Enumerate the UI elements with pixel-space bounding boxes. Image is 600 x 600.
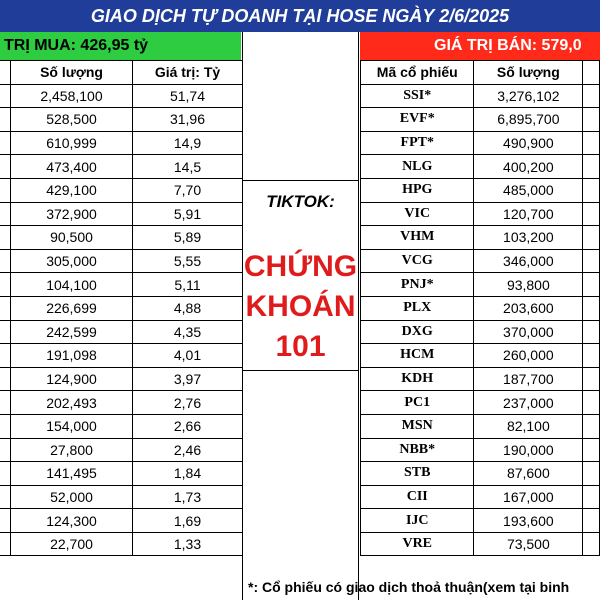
sell-qty-cell: 490,900 <box>474 131 583 155</box>
sell-qty-cell: 346,000 <box>474 249 583 273</box>
sell-qty-cell: 103,200 <box>474 226 583 250</box>
sell-qty-cell: 73,500 <box>474 532 583 556</box>
sell-qty-cell: 485,000 <box>474 178 583 202</box>
buy-symbol-cell <box>0 84 11 108</box>
table-row <box>361 273 600 297</box>
buy-qty-cell: 305,000 <box>11 249 133 273</box>
buy-qty-cell: 22,700 <box>11 532 133 556</box>
sell-symbol-cell: HPG <box>361 178 474 202</box>
sell-symbol-cell: VIC <box>361 202 474 226</box>
table-row <box>361 391 600 415</box>
sell-symbol-cell: KDH <box>361 367 474 391</box>
buy-value-cell: 3,97 <box>133 367 243 391</box>
sell-value-cell <box>583 202 600 226</box>
sell-table <box>360 60 600 556</box>
table-row <box>361 155 600 179</box>
sell-qty-cell: 187,700 <box>474 367 583 391</box>
buy-symbol-cell <box>0 509 11 533</box>
table-row <box>0 296 243 320</box>
buy-symbol-cell <box>0 320 11 344</box>
sell-value-cell <box>583 344 600 368</box>
sell-symbol-cell: EVF* <box>361 108 474 132</box>
table-row <box>361 509 600 533</box>
table-row <box>0 344 243 368</box>
buy-qty-cell: 372,900 <box>11 202 133 226</box>
buy-qty-cell: 242,599 <box>11 320 133 344</box>
buy-symbol-cell <box>0 273 11 297</box>
sell-symbol-cell: MSN <box>361 414 474 438</box>
sell-symbol-cell: IJC <box>361 509 474 533</box>
sell-symbol-cell: VRE <box>361 532 474 556</box>
sell-symbol-cell: PNJ* <box>361 273 474 297</box>
buy-symbol-cell <box>0 414 11 438</box>
table-row <box>0 108 243 132</box>
sell-value-cell <box>583 178 600 202</box>
buy-value-cell: 51,74 <box>133 84 243 108</box>
sell-symbol-cell: NBB* <box>361 438 474 462</box>
sell-value-cell <box>583 485 600 509</box>
buy-qty-cell: 202,493 <box>11 391 133 415</box>
buy-qty-cell: 124,300 <box>11 509 133 533</box>
sell-qty-cell: 6,895,700 <box>474 108 583 132</box>
sell-qty-cell: 167,000 <box>474 485 583 509</box>
buy-value-cell: 2,46 <box>133 438 243 462</box>
sell-symbol-cell: VHM <box>361 226 474 250</box>
buy-qty-cell: 191,098 <box>11 344 133 368</box>
table-row <box>361 202 600 226</box>
buy-value-cell: 5,55 <box>133 249 243 273</box>
buy-symbol-cell <box>0 131 11 155</box>
buy-value-cell: 5,11 <box>133 273 243 297</box>
buy-qty-cell: 124,900 <box>11 367 133 391</box>
buy-qty-cell: 52,000 <box>11 485 133 509</box>
buy-value-cell: 4,01 <box>133 344 243 368</box>
sell-symbol-cell: CII <box>361 485 474 509</box>
sell-value-cell <box>583 320 600 344</box>
buy-qty-cell: 226,699 <box>11 296 133 320</box>
buy-symbol-cell <box>0 155 11 179</box>
sell-value-cell <box>583 131 600 155</box>
table-row <box>361 485 600 509</box>
buy-value-cell: 31,96 <box>133 108 243 132</box>
buy-symbol-cell <box>0 532 11 556</box>
brand-line: 101 <box>275 330 326 363</box>
middle-divider-bottom <box>243 370 358 371</box>
tiktok-label: TIKTOK: <box>266 192 335 211</box>
sell-symbol-cell: DXG <box>361 320 474 344</box>
table-row <box>361 532 600 556</box>
buy-value-cell: 14,5 <box>133 155 243 179</box>
sell-col-symbol-header: Mã cổ phiếu <box>361 61 474 85</box>
buy-col-symbol-header <box>0 61 11 85</box>
sell-value-cell <box>583 462 600 486</box>
sell-value-cell <box>583 391 600 415</box>
buy-header-row <box>0 61 243 85</box>
table-row <box>0 131 243 155</box>
sell-col-qty-header: Số lượng <box>474 61 583 85</box>
footnote: *: Cổ phiếu có giao dịch thoả thuận(xem tại binh <box>248 579 570 595</box>
table-row <box>361 131 600 155</box>
buy-symbol-cell <box>0 108 11 132</box>
buy-value-cell: 4,88 <box>133 296 243 320</box>
table-row <box>0 249 243 273</box>
table-row <box>361 178 600 202</box>
table-row <box>361 108 600 132</box>
sell-value-cell <box>583 367 600 391</box>
sell-qty-cell: 203,600 <box>474 296 583 320</box>
buy-symbol-cell <box>0 249 11 273</box>
buy-value-cell: 1,73 <box>133 485 243 509</box>
table-row <box>0 84 243 108</box>
table-row <box>0 202 243 226</box>
table-row <box>0 367 243 391</box>
buy-symbol-cell <box>0 462 11 486</box>
buy-value-cell: 5,89 <box>133 226 243 250</box>
buy-total-header: TRỊ MUA: 426,95 tỷ <box>0 32 241 60</box>
sell-qty-cell: 370,000 <box>474 320 583 344</box>
table-row <box>361 438 600 462</box>
table-row <box>0 532 243 556</box>
sell-qty-cell: 93,800 <box>474 273 583 297</box>
sell-value-cell <box>583 155 600 179</box>
sell-qty-cell: 400,200 <box>474 155 583 179</box>
buy-symbol-cell <box>0 296 11 320</box>
brand-line: KHOÁN <box>245 290 356 323</box>
sell-symbol-cell: HCM <box>361 344 474 368</box>
buy-symbol-cell <box>0 367 11 391</box>
buy-qty-cell: 27,800 <box>11 438 133 462</box>
table-row <box>361 320 600 344</box>
buy-col-value-header: Giá trị: Tỷ <box>133 61 243 85</box>
sell-value-cell <box>583 296 600 320</box>
buy-symbol-cell <box>0 438 11 462</box>
buy-value-cell: 7,70 <box>133 178 243 202</box>
brand-line: CHỨNG <box>243 250 358 283</box>
brand-name <box>243 247 358 367</box>
sell-total-header: GIÁ TRỊ BÁN: 579,0 <box>360 32 600 60</box>
sell-value-cell <box>583 226 600 250</box>
buy-qty-cell: 473,400 <box>11 155 133 179</box>
buy-value-cell: 4,35 <box>133 320 243 344</box>
sell-qty-cell: 193,600 <box>474 509 583 533</box>
buy-value-cell: 2,66 <box>133 414 243 438</box>
sell-symbol-cell: PC1 <box>361 391 474 415</box>
sell-symbol-cell: VCG <box>361 249 474 273</box>
buy-col-qty-header: Số lượng <box>11 61 133 85</box>
middle-panel <box>242 32 359 600</box>
sell-qty-cell: 87,600 <box>474 462 583 486</box>
sell-qty-cell: 82,100 <box>474 414 583 438</box>
table-row <box>0 414 243 438</box>
table-row <box>361 414 600 438</box>
table-row <box>361 344 600 368</box>
buy-value-cell: 1,33 <box>133 532 243 556</box>
sell-value-cell <box>583 84 600 108</box>
table-row <box>0 273 243 297</box>
buy-qty-cell: 104,100 <box>11 273 133 297</box>
middle-divider-top <box>243 180 358 181</box>
buy-qty-cell: 528,500 <box>11 108 133 132</box>
sell-symbol-cell: NLG <box>361 155 474 179</box>
sell-qty-cell: 3,276,102 <box>474 84 583 108</box>
table-row <box>0 391 243 415</box>
table-row <box>361 249 600 273</box>
buy-symbol-cell <box>0 202 11 226</box>
buy-symbol-cell <box>0 344 11 368</box>
buy-value-cell: 1,69 <box>133 509 243 533</box>
sell-qty-cell: 190,000 <box>474 438 583 462</box>
sell-symbol-cell: SSI* <box>361 84 474 108</box>
sell-qty-cell: 260,000 <box>474 344 583 368</box>
table-row <box>0 485 243 509</box>
sell-value-cell <box>583 249 600 273</box>
buy-symbol-cell <box>0 485 11 509</box>
buy-qty-cell: 429,100 <box>11 178 133 202</box>
table-row <box>361 84 600 108</box>
sell-symbol-cell: STB <box>361 462 474 486</box>
buy-table <box>0 60 243 556</box>
sell-symbol-cell: FPT* <box>361 131 474 155</box>
table-row <box>0 462 243 486</box>
buy-value-cell: 1,84 <box>133 462 243 486</box>
table-row <box>0 509 243 533</box>
sell-qty-cell: 120,700 <box>474 202 583 226</box>
table-row <box>361 367 600 391</box>
sell-value-cell <box>583 414 600 438</box>
buy-qty-cell: 141,495 <box>11 462 133 486</box>
table-row <box>361 462 600 486</box>
table-row <box>0 155 243 179</box>
sell-header-row <box>361 61 600 85</box>
table-row <box>0 320 243 344</box>
buy-symbol-cell <box>0 226 11 250</box>
sell-col-value-header <box>583 61 600 85</box>
buy-value-cell: 5,91 <box>133 202 243 226</box>
buy-symbol-cell <box>0 178 11 202</box>
table-row <box>0 226 243 250</box>
sell-value-cell <box>583 438 600 462</box>
sell-value-cell <box>583 532 600 556</box>
sell-value-cell <box>583 509 600 533</box>
buy-qty-cell: 610,999 <box>11 131 133 155</box>
buy-qty-cell: 154,000 <box>11 414 133 438</box>
page-title: GIAO DỊCH TỰ DOANH TẠI HOSE NGÀY 2/6/2025 <box>0 0 600 32</box>
sell-value-cell <box>583 108 600 132</box>
buy-symbol-cell <box>0 391 11 415</box>
buy-qty-cell: 2,458,100 <box>11 84 133 108</box>
table-row <box>361 226 600 250</box>
table-row <box>361 296 600 320</box>
buy-value-cell: 2,76 <box>133 391 243 415</box>
sell-qty-cell: 237,000 <box>474 391 583 415</box>
sell-symbol-cell: PLX <box>361 296 474 320</box>
buy-value-cell: 14,9 <box>133 131 243 155</box>
table-row <box>0 178 243 202</box>
sell-value-cell <box>583 273 600 297</box>
buy-qty-cell: 90,500 <box>11 226 133 250</box>
table-row <box>0 438 243 462</box>
